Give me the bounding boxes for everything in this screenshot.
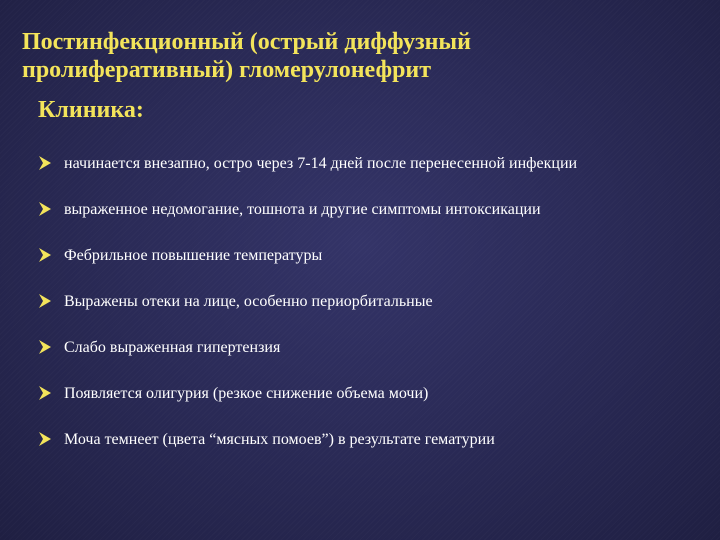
bullet-list [38, 146, 698, 468]
bullet-item [38, 330, 698, 366]
bullet-text: Слабо выраженная гипертензия [64, 339, 281, 356]
arrowhead-bullet-icon [38, 293, 52, 309]
bullet-text: Моча темнеет (цвета “мясных помоев”) в результате гематурии [64, 431, 495, 448]
arrowhead-bullet-icon [38, 201, 52, 217]
bullet-text: Появляется олигурия (резкое снижение объема мочи) [64, 385, 429, 402]
bullet-item [38, 376, 698, 412]
bullet-text: Фебрильное повышение температуры [64, 247, 323, 264]
arrowhead-bullet-icon [38, 247, 52, 263]
bullet-item [38, 146, 698, 182]
bullet-text: Выражены отеки на лице, особенно периорбитальные [64, 293, 433, 310]
arrowhead-bullet-icon [38, 339, 52, 355]
arrowhead-bullet-icon [38, 155, 52, 171]
bullet-text: выраженное недомогание, тошнота и другие симптомы интоксикации [64, 201, 541, 218]
bullet-item [38, 284, 698, 320]
arrowhead-bullet-icon [38, 385, 52, 401]
arrowhead-bullet-icon [38, 431, 52, 447]
slide-title-line-2: пролиферативный) гломерулонефрит [22, 57, 432, 83]
bullet-item [38, 422, 698, 458]
slide-title [22, 28, 702, 84]
bullet-text: начинается внезапно, остро через 7-14 дней после перенесенной инфекции [64, 155, 578, 172]
bullet-item [38, 238, 698, 274]
section-heading: Клиника: [38, 97, 144, 123]
slide-title-line-1: Постинфекционный (острый диффузный [22, 29, 471, 55]
bullet-item [38, 192, 698, 228]
